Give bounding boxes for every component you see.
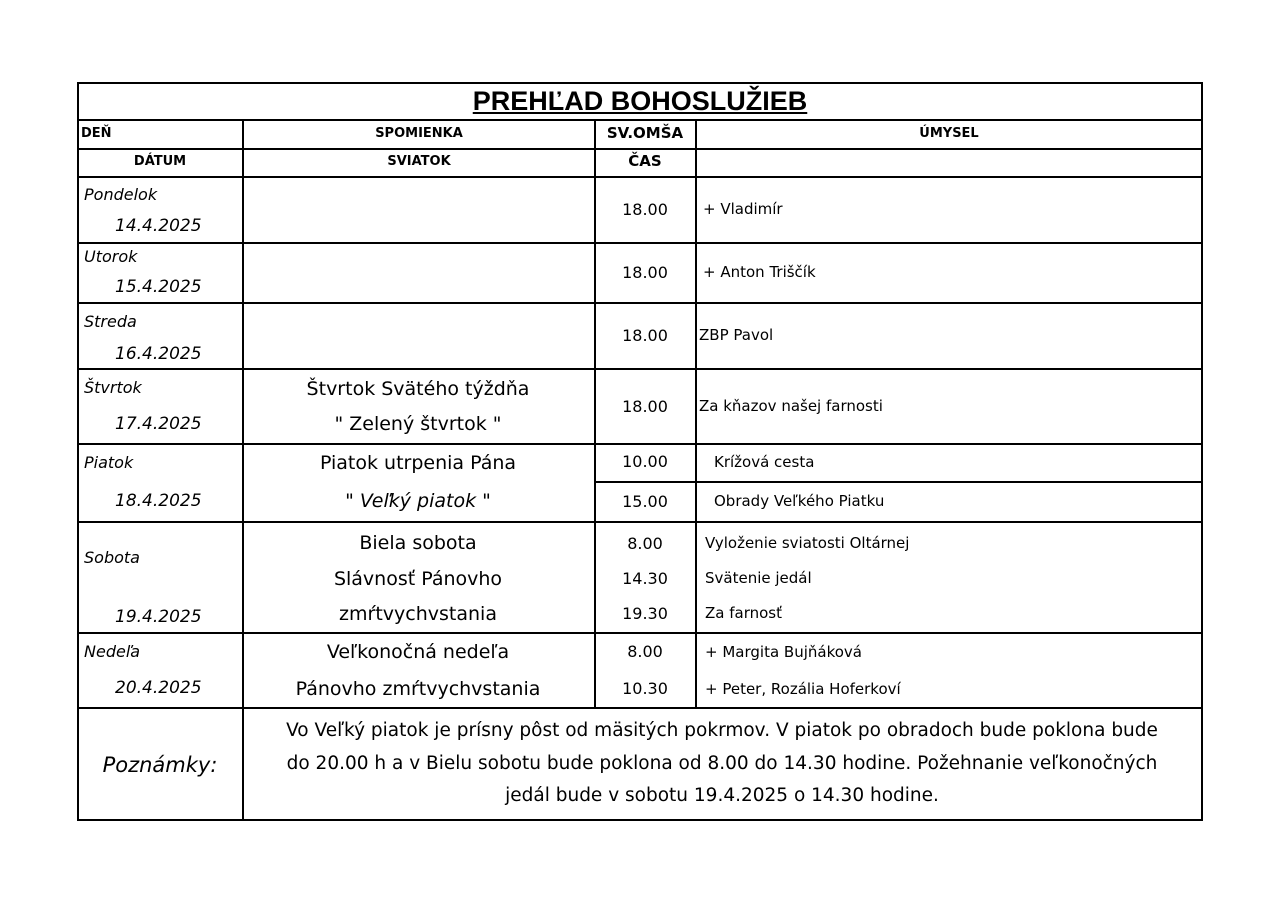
notes-label: Poznámky:: [102, 753, 218, 777]
row-divider: [77, 521, 1203, 523]
header-date: DÁTUM: [133, 154, 187, 169]
subrow-divider: [594, 481, 1203, 483]
intention: Obrady Veľkého Piatku: [714, 492, 885, 510]
header-intention: ÚMYSEL: [919, 126, 979, 141]
mass-time: 19.30: [622, 604, 668, 623]
row-date: 18.4.2025: [115, 491, 202, 511]
intention: Za farnosť: [705, 604, 782, 622]
feast-name: Pánovho zmŕtvychvstania: [295, 678, 541, 700]
mass-time: 8.00: [627, 534, 663, 553]
row-divider: [77, 443, 1203, 445]
header-day: DEŇ: [81, 126, 112, 141]
row-divider: [77, 242, 1203, 244]
row-date: 14.4.2025: [115, 216, 202, 236]
intention: Krížová cesta: [714, 453, 815, 471]
feast-name: Piatok utrpenia Pána: [319, 452, 517, 474]
row-day: Nedeľa: [84, 642, 141, 661]
notes-line: jedál bude v sobotu 19.4.2025 o 14.30 hodine.: [505, 785, 939, 806]
header-memorial: SPOMIENKA: [375, 126, 463, 141]
row-divider: [77, 302, 1203, 304]
mass-time: 8.00: [627, 642, 663, 661]
col-divider: [594, 119, 596, 709]
mass-time: 18.00: [622, 263, 668, 282]
feast-name: Slávnosť Pánovho: [333, 568, 503, 590]
row-divider: [77, 148, 1203, 150]
row-day: Piatok: [84, 453, 134, 472]
intention: ZBP Pavol: [699, 326, 774, 344]
feast-name: " Zelený štvrtok ": [334, 413, 502, 435]
row-day: Streda: [84, 312, 137, 331]
row-divider: [77, 176, 1203, 178]
row-date: 17.4.2025: [115, 414, 202, 434]
notes-line: do 20.00 h a v Bielu sobotu bude poklona od 8.00 do 14.30 hodine. Požehnanie veľkonočných: [286, 753, 1158, 774]
mass-time: 18.00: [622, 200, 668, 219]
page-title: PREHĽAD BOHOSLUŽIEB: [472, 86, 808, 116]
intention: Vyloženie sviatosti Oltárnej: [705, 534, 910, 552]
feast-name: Štvrtok Svätého týždňa: [306, 378, 530, 400]
row-day: Pondelok: [84, 185, 158, 204]
mass-time: 15.00: [622, 492, 668, 511]
feast-name: zmŕtvychvstania: [339, 603, 497, 625]
feast-name: Biela sobota: [359, 532, 477, 554]
row-divider: [77, 368, 1203, 370]
notes-line: Vo Veľký piatok je prísny pôst od mäsitých pokrmov. V piatok po obradoch bude poklona bude: [286, 720, 1158, 741]
header-mass: SV.OMŠA: [606, 124, 684, 142]
feast-name: Veľkonočná nedeľa: [326, 641, 510, 663]
mass-time: 18.00: [622, 326, 668, 345]
row-date: 19.4.2025: [115, 607, 202, 627]
intention: + Vladimír: [703, 200, 783, 218]
row-date: 20.4.2025: [115, 678, 202, 698]
row-divider: [77, 119, 1203, 121]
row-date: 16.4.2025: [115, 344, 202, 364]
row-day: Štvrtok: [84, 378, 142, 397]
row-date: 15.4.2025: [115, 277, 202, 297]
row-day: Sobota: [84, 548, 140, 567]
header-time: ČAS: [628, 152, 662, 170]
mass-time: 18.00: [622, 397, 668, 416]
intention: + Anton Triščík: [703, 263, 816, 281]
mass-time: 14.30: [622, 569, 668, 588]
col-divider: [242, 119, 244, 821]
header-feast: SVIATOK: [387, 154, 451, 169]
intention: + Margita Bujňáková: [705, 643, 862, 661]
row-day: Utorok: [84, 247, 138, 266]
feast-name: " Veľký piatok ": [345, 490, 491, 512]
intention: Za kňazov našej farnosti: [699, 397, 883, 415]
mass-time: 10.00: [622, 452, 668, 471]
col-divider: [695, 119, 697, 709]
mass-time: 10.30: [622, 679, 668, 698]
row-divider: [77, 707, 1203, 709]
intention: Svätenie jedál: [705, 569, 812, 587]
intention: + Peter, Rozália Hoferkoví: [705, 680, 901, 698]
row-divider: [77, 632, 1203, 634]
